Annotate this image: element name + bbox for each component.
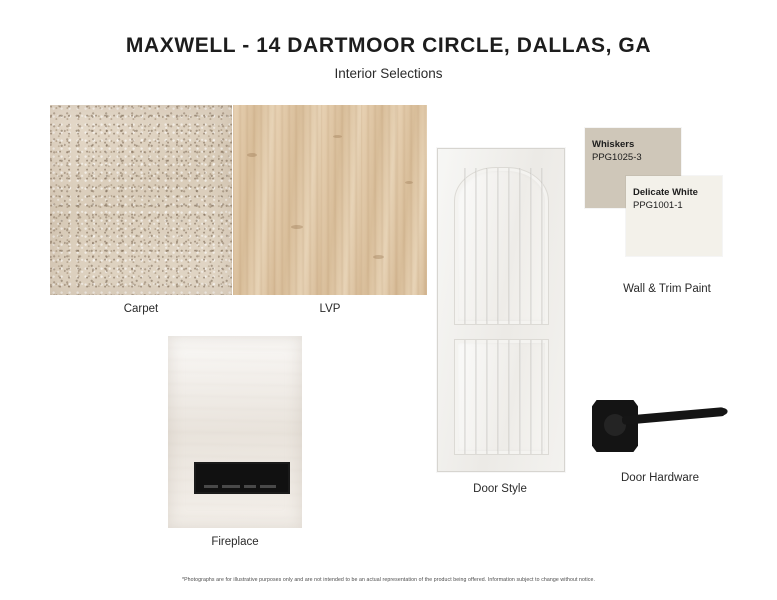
- carpet-swatch: [50, 105, 232, 295]
- door-groove-texture: [455, 340, 548, 454]
- door-hardware-swatch: [592, 396, 728, 458]
- door-groove-texture: [455, 168, 548, 324]
- fireplace-caption: Fireplace: [211, 536, 259, 548]
- paint-chip-whiskers-label: [592, 138, 642, 164]
- door-style-swatch: [437, 148, 565, 472]
- door-style-caption: Door Style: [473, 483, 527, 495]
- lvp-swatch: [233, 105, 427, 295]
- fireplace-swatch: [168, 336, 302, 528]
- carpet-caption: Carpet: [123, 303, 159, 315]
- paint-chip-delicate-white-label: [633, 186, 698, 212]
- paint-chip-whiskers-code: PPG1025-3: [592, 152, 642, 163]
- lvp-caption: LVP: [319, 303, 341, 315]
- door-hardware-caption: Door Hardware: [621, 472, 699, 484]
- paint-chip-whiskers-name: Whiskers: [592, 139, 635, 150]
- paint-chip-delicate-white-code: PPG1001-1: [633, 200, 683, 211]
- page-subtitle: Interior Selections: [334, 66, 443, 81]
- footer-disclaimer: *Photographs are for illustrative purposes only and are not intended to be an actual representation of the product being offered. Information subject to change without notice.: [181, 577, 596, 583]
- page-title: MAXWELL - 14 DARTMOOR CIRCLE, DALLAS, GA: [125, 34, 652, 57]
- fireplace-insert: [194, 462, 290, 494]
- door-upper-panel: [454, 167, 549, 325]
- paint-chip-delicate-white-name: Delicate White: [633, 187, 698, 198]
- header: [0, 34, 777, 81]
- wall-trim-paint-caption: Wall & Trim Paint: [623, 283, 711, 295]
- door-lower-panel: [454, 339, 549, 455]
